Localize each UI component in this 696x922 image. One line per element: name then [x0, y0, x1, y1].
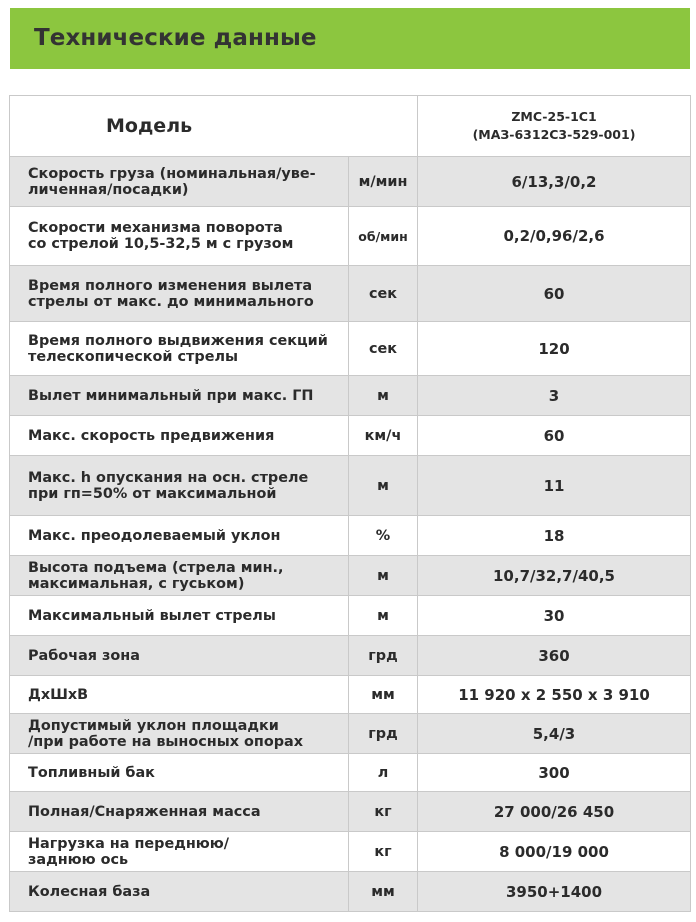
table-row — [10, 456, 691, 516]
parameter-cell — [10, 792, 349, 832]
parameter-text: Высота подъема (стрела мин., — [28, 559, 284, 576]
table-row — [10, 207, 691, 266]
unit-cell: мм — [349, 872, 418, 912]
table-row — [10, 516, 691, 556]
value-cell: 11 920 х 2 550 х 3 910 — [418, 676, 691, 714]
parameter-cell — [10, 266, 349, 322]
parameter-cell — [10, 416, 349, 456]
table-row — [10, 636, 691, 676]
parameter-text: Колесная база — [28, 883, 151, 900]
unit-cell: % — [349, 516, 418, 556]
parameter-text: телескопической стрелы — [28, 348, 239, 365]
table-row — [10, 376, 691, 416]
unit-cell: сек — [349, 322, 418, 376]
value-cell: 300 — [418, 754, 691, 792]
parameter-text: максимальная, с гуськом) — [28, 575, 245, 592]
unit-cell: мм — [349, 676, 418, 714]
value-cell: 3950+1400 — [418, 872, 691, 912]
table-row — [10, 792, 691, 832]
parameter-text: Время полного изменения вылета — [28, 277, 313, 294]
section-header-banner — [10, 8, 690, 69]
parameter-text: Допустимый уклон площадки — [28, 717, 279, 734]
specifications-table — [9, 95, 691, 912]
table-row — [10, 157, 691, 207]
unit-cell: кг — [349, 792, 418, 832]
unit-cell: м — [349, 376, 418, 416]
model-label: Модель — [10, 96, 418, 157]
parameter-cell — [10, 754, 349, 792]
parameter-cell — [10, 556, 349, 596]
value-cell: 360 — [418, 636, 691, 676]
value-cell: 18 — [418, 516, 691, 556]
parameter-text: стрелы от макс. до минимального — [28, 293, 314, 310]
model-name-line: (МАЗ-6312С3-529-001) — [472, 127, 636, 142]
parameter-cell — [10, 676, 349, 714]
parameter-text: Нагрузка на переднюю/ — [28, 835, 230, 852]
parameter-text: Макс. преодолеваемый уклон — [28, 527, 281, 544]
value-cell: 5,4/3 — [418, 714, 691, 754]
table-row — [10, 754, 691, 792]
parameter-cell — [10, 207, 349, 266]
table-row — [10, 416, 691, 456]
table-row — [10, 714, 691, 754]
model-name — [418, 96, 691, 157]
parameter-text: заднюю ось — [28, 851, 129, 868]
parameter-text: Макс. скорость предвижения — [28, 427, 275, 444]
parameter-cell — [10, 596, 349, 636]
value-cell: 60 — [418, 266, 691, 322]
parameter-cell — [10, 872, 349, 912]
table-row — [10, 266, 691, 322]
parameter-text: Скорости механизма поворота — [28, 220, 283, 236]
parameter-text: Максимальный вылет стрелы — [28, 607, 276, 624]
table-row — [10, 676, 691, 714]
unit-cell: м — [349, 456, 418, 516]
parameter-text: Топливный бак — [28, 764, 155, 781]
parameter-cell — [10, 516, 349, 556]
unit-cell: об/мин — [349, 207, 418, 266]
value-cell: 60 — [418, 416, 691, 456]
parameter-cell — [10, 157, 349, 207]
unit-cell: м — [349, 556, 418, 596]
unit-cell: м — [349, 596, 418, 636]
parameter-cell — [10, 322, 349, 376]
model-name-line: ZMC-25-1C1 — [511, 109, 597, 124]
parameter-text: Вылет минимальный при макс. ГП — [28, 387, 314, 404]
table-row — [10, 556, 691, 596]
parameter-cell — [10, 456, 349, 516]
table-header-row — [10, 96, 691, 157]
parameter-text: Скорость груза (номинальная/уве- — [28, 165, 316, 182]
value-cell: 6/13,3/0,2 — [418, 157, 691, 207]
table-row — [10, 872, 691, 912]
unit-cell: км/ч — [349, 416, 418, 456]
parameter-text: Рабочая зона — [28, 647, 140, 664]
parameter-cell — [10, 376, 349, 416]
unit-cell: грд — [349, 714, 418, 754]
parameter-cell — [10, 636, 349, 676]
parameter-text: Время полного выдвижения секций — [28, 332, 328, 349]
parameter-cell — [10, 714, 349, 754]
value-cell: 8 000/19 000 — [418, 832, 691, 872]
value-cell: 120 — [418, 322, 691, 376]
unit-cell: грд — [349, 636, 418, 676]
parameter-text: личенная/посадки) — [28, 181, 189, 198]
value-cell: 11 — [418, 456, 691, 516]
value-cell: 3 — [418, 376, 691, 416]
table-row — [10, 596, 691, 636]
section-title: Технические данные — [34, 25, 317, 51]
unit-cell: м/мин — [349, 157, 418, 207]
parameter-cell — [10, 832, 349, 872]
table-row — [10, 832, 691, 872]
parameter-text: со стрелой 10,5-32,5 м с грузом — [28, 236, 294, 252]
value-cell: 0,2/0,96/2,6 — [418, 207, 691, 266]
parameter-text: ДхШхВ — [28, 686, 89, 703]
value-cell: 30 — [418, 596, 691, 636]
parameter-text: Полная/Снаряженная масса — [28, 803, 261, 820]
unit-cell: кг — [349, 832, 418, 872]
parameter-text: при гп=50% от максимальной — [28, 485, 277, 502]
parameter-text: Макс. h опускания на осн. стреле — [28, 469, 309, 486]
parameter-text: /при работе на выносных опорах — [28, 733, 304, 750]
unit-cell: сек — [349, 266, 418, 322]
value-cell: 27 000/26 450 — [418, 792, 691, 832]
unit-cell: л — [349, 754, 418, 792]
table-row — [10, 322, 691, 376]
value-cell: 10,7/32,7/40,5 — [418, 556, 691, 596]
